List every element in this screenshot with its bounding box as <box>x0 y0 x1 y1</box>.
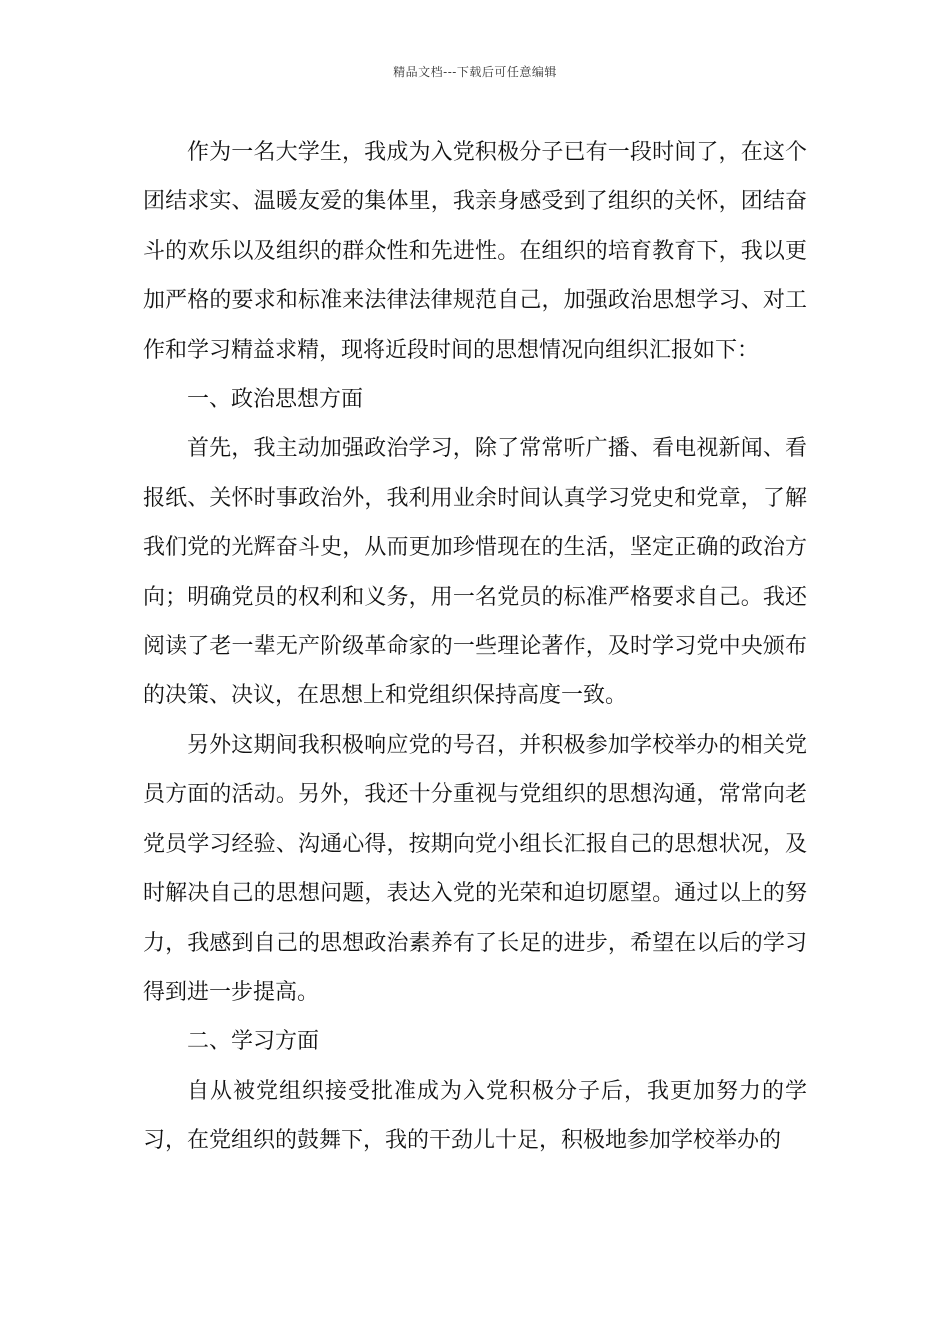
paragraph-political-study: 首先，我主动加强政治学习，除了常常听广播、看电视新闻、看报纸、关怀时事政治外，我利用业余时间认真学习党史和党章，了解我们党的光辉奋斗史，从而更加珍惜现在的生活，坚定正确的政治方向；明确党员的权利和义务，用一名党员的标准严格要求自己。我还阅读了老一辈无产阶级革命家的一些理论著作，及时学习党中央颁布的决策、决议，在思想上和党组织保持高度一致。 <box>143 436 807 709</box>
paragraph-political-activities: 另外这期间我积极响应党的号召，并积极参加学校举办的相关党员方面的活动。另外，我还十分重视与党组织的思想沟通，常常向老党员学习经验、沟通心得，按期向党小组长汇报自己的思想状况，及时解决自己的思想问题，表达入党的光荣和迫切愿望。通过以上的努力，我感到自己的思想政治素养有了长足的进步，希望在以后的学习得到进一步提高。 <box>143 732 807 1005</box>
page-header: 精品文档---下载后可任意编辑 <box>393 65 557 79</box>
paragraph-intro: 作为一名大学生，我成为入党积极分子已有一段时间了，在这个团结求实、温暖友爱的集体里，我亲身感受到了组织的关怀，团结奋斗的欢乐以及组织的群众性和先进性。在组织的培育教育下，我以更加严格的要求和标准来法律法律规范自己，加强政治思想学习、对工作和学习精益求精，现将近段时间的思想情况向组织汇报如下： <box>143 140 807 363</box>
document-body <box>143 128 807 1166</box>
section-heading-study: 二、学习方面 <box>187 1029 320 1055</box>
section-heading-political: 一、政治思想方面 <box>187 387 364 413</box>
paragraph-study: 自从被党组织接受批准成为入党积极分子后，我更加努力的学习，在党组织的鼓舞下，我的干劲儿十足，积极地参加学校举办的 <box>143 1078 807 1154</box>
